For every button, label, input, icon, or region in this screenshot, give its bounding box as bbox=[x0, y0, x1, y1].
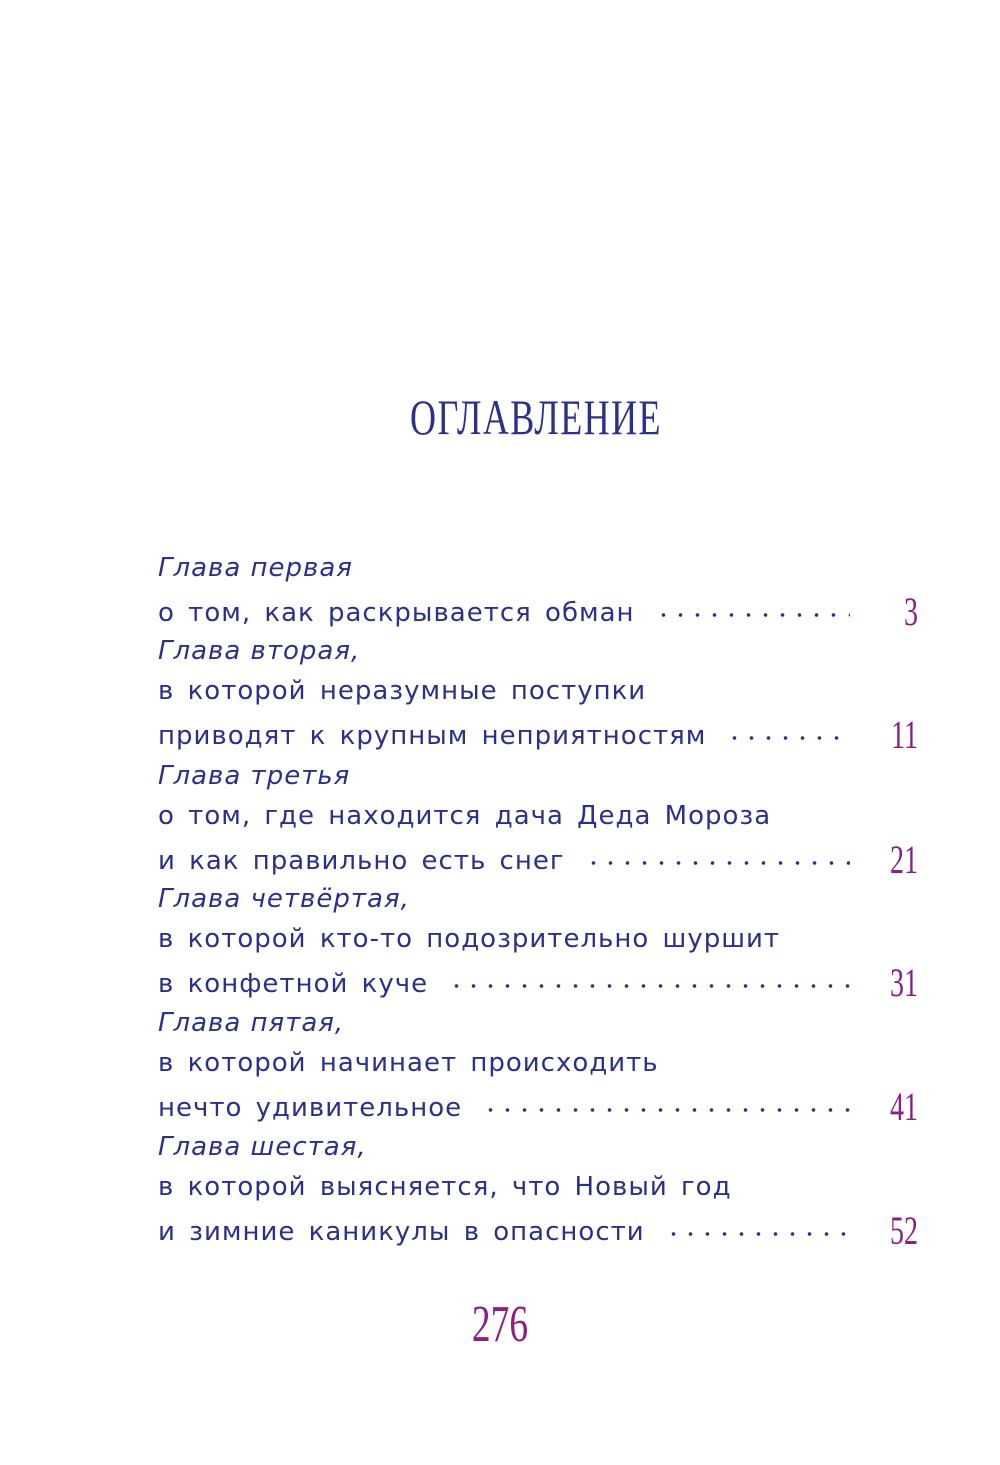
page-number: 52 bbox=[890, 1208, 918, 1253]
chapter-title-line bbox=[158, 836, 918, 882]
toc-entry-2 bbox=[158, 631, 918, 757]
chapter-title-text: нечто удивительное bbox=[158, 1093, 463, 1123]
chapter-title-line: о том, где находится дача Деда Мороза bbox=[158, 801, 772, 831]
page-title: ОГЛАВЛЕНИЕ bbox=[410, 389, 662, 445]
toc-entry-3 bbox=[158, 756, 918, 882]
chapter-title-text: и зимние каникулы в опасности bbox=[158, 1217, 645, 1247]
leader-dots bbox=[726, 733, 850, 743]
chapter-title-line: в которой выясняется, что Новый год bbox=[158, 1172, 732, 1202]
page-number: 3 bbox=[904, 589, 918, 634]
page-number: 11 bbox=[891, 712, 918, 757]
chapter-title-line: в которой начинает происходить bbox=[158, 1048, 659, 1078]
toc-entry-1 bbox=[158, 548, 918, 634]
chapter-label: Глава первая bbox=[158, 553, 353, 583]
toc-entry-4 bbox=[158, 879, 918, 1005]
leader-dots bbox=[448, 981, 850, 991]
leader-dots bbox=[665, 1229, 850, 1239]
chapter-title-line bbox=[158, 588, 918, 634]
toc-entry-6 bbox=[158, 1127, 918, 1253]
leader-dots bbox=[482, 1105, 850, 1115]
chapter-title-text: в конфетной куче bbox=[158, 969, 429, 999]
chapter-title-text: приводят к крупным неприятностям bbox=[158, 721, 707, 751]
chapter-title-line bbox=[158, 1083, 918, 1129]
chapter-label: Глава вторая, bbox=[158, 636, 361, 666]
leader-dots bbox=[585, 858, 850, 868]
chapter-title-line bbox=[158, 1207, 918, 1253]
chapter-title-line: в которой неразумные поступки bbox=[158, 676, 647, 706]
chapter-title-text: о том, как раскрывается обман bbox=[158, 598, 635, 628]
leader-dots bbox=[655, 610, 850, 620]
chapter-title-line bbox=[158, 711, 918, 757]
chapter-label: Глава шестая, bbox=[158, 1132, 367, 1162]
folio-page-number bbox=[0, 1295, 1000, 1354]
chapter-title-line bbox=[158, 959, 918, 1005]
chapter-label: Глава пятая, bbox=[158, 1008, 345, 1038]
page-number: 21 bbox=[890, 837, 918, 882]
folio-text: 276 bbox=[471, 1296, 529, 1353]
chapter-title-text: и как правильно есть снег bbox=[158, 846, 565, 876]
page-number: 41 bbox=[890, 1084, 918, 1129]
chapter-label: Глава четвёртая, bbox=[158, 884, 410, 914]
chapter-title-line: в которой кто-то подозрительно шуршит bbox=[158, 924, 781, 954]
chapter-label: Глава третья bbox=[158, 761, 351, 791]
page-number: 31 bbox=[890, 960, 918, 1005]
toc-entry-5 bbox=[158, 1003, 918, 1129]
